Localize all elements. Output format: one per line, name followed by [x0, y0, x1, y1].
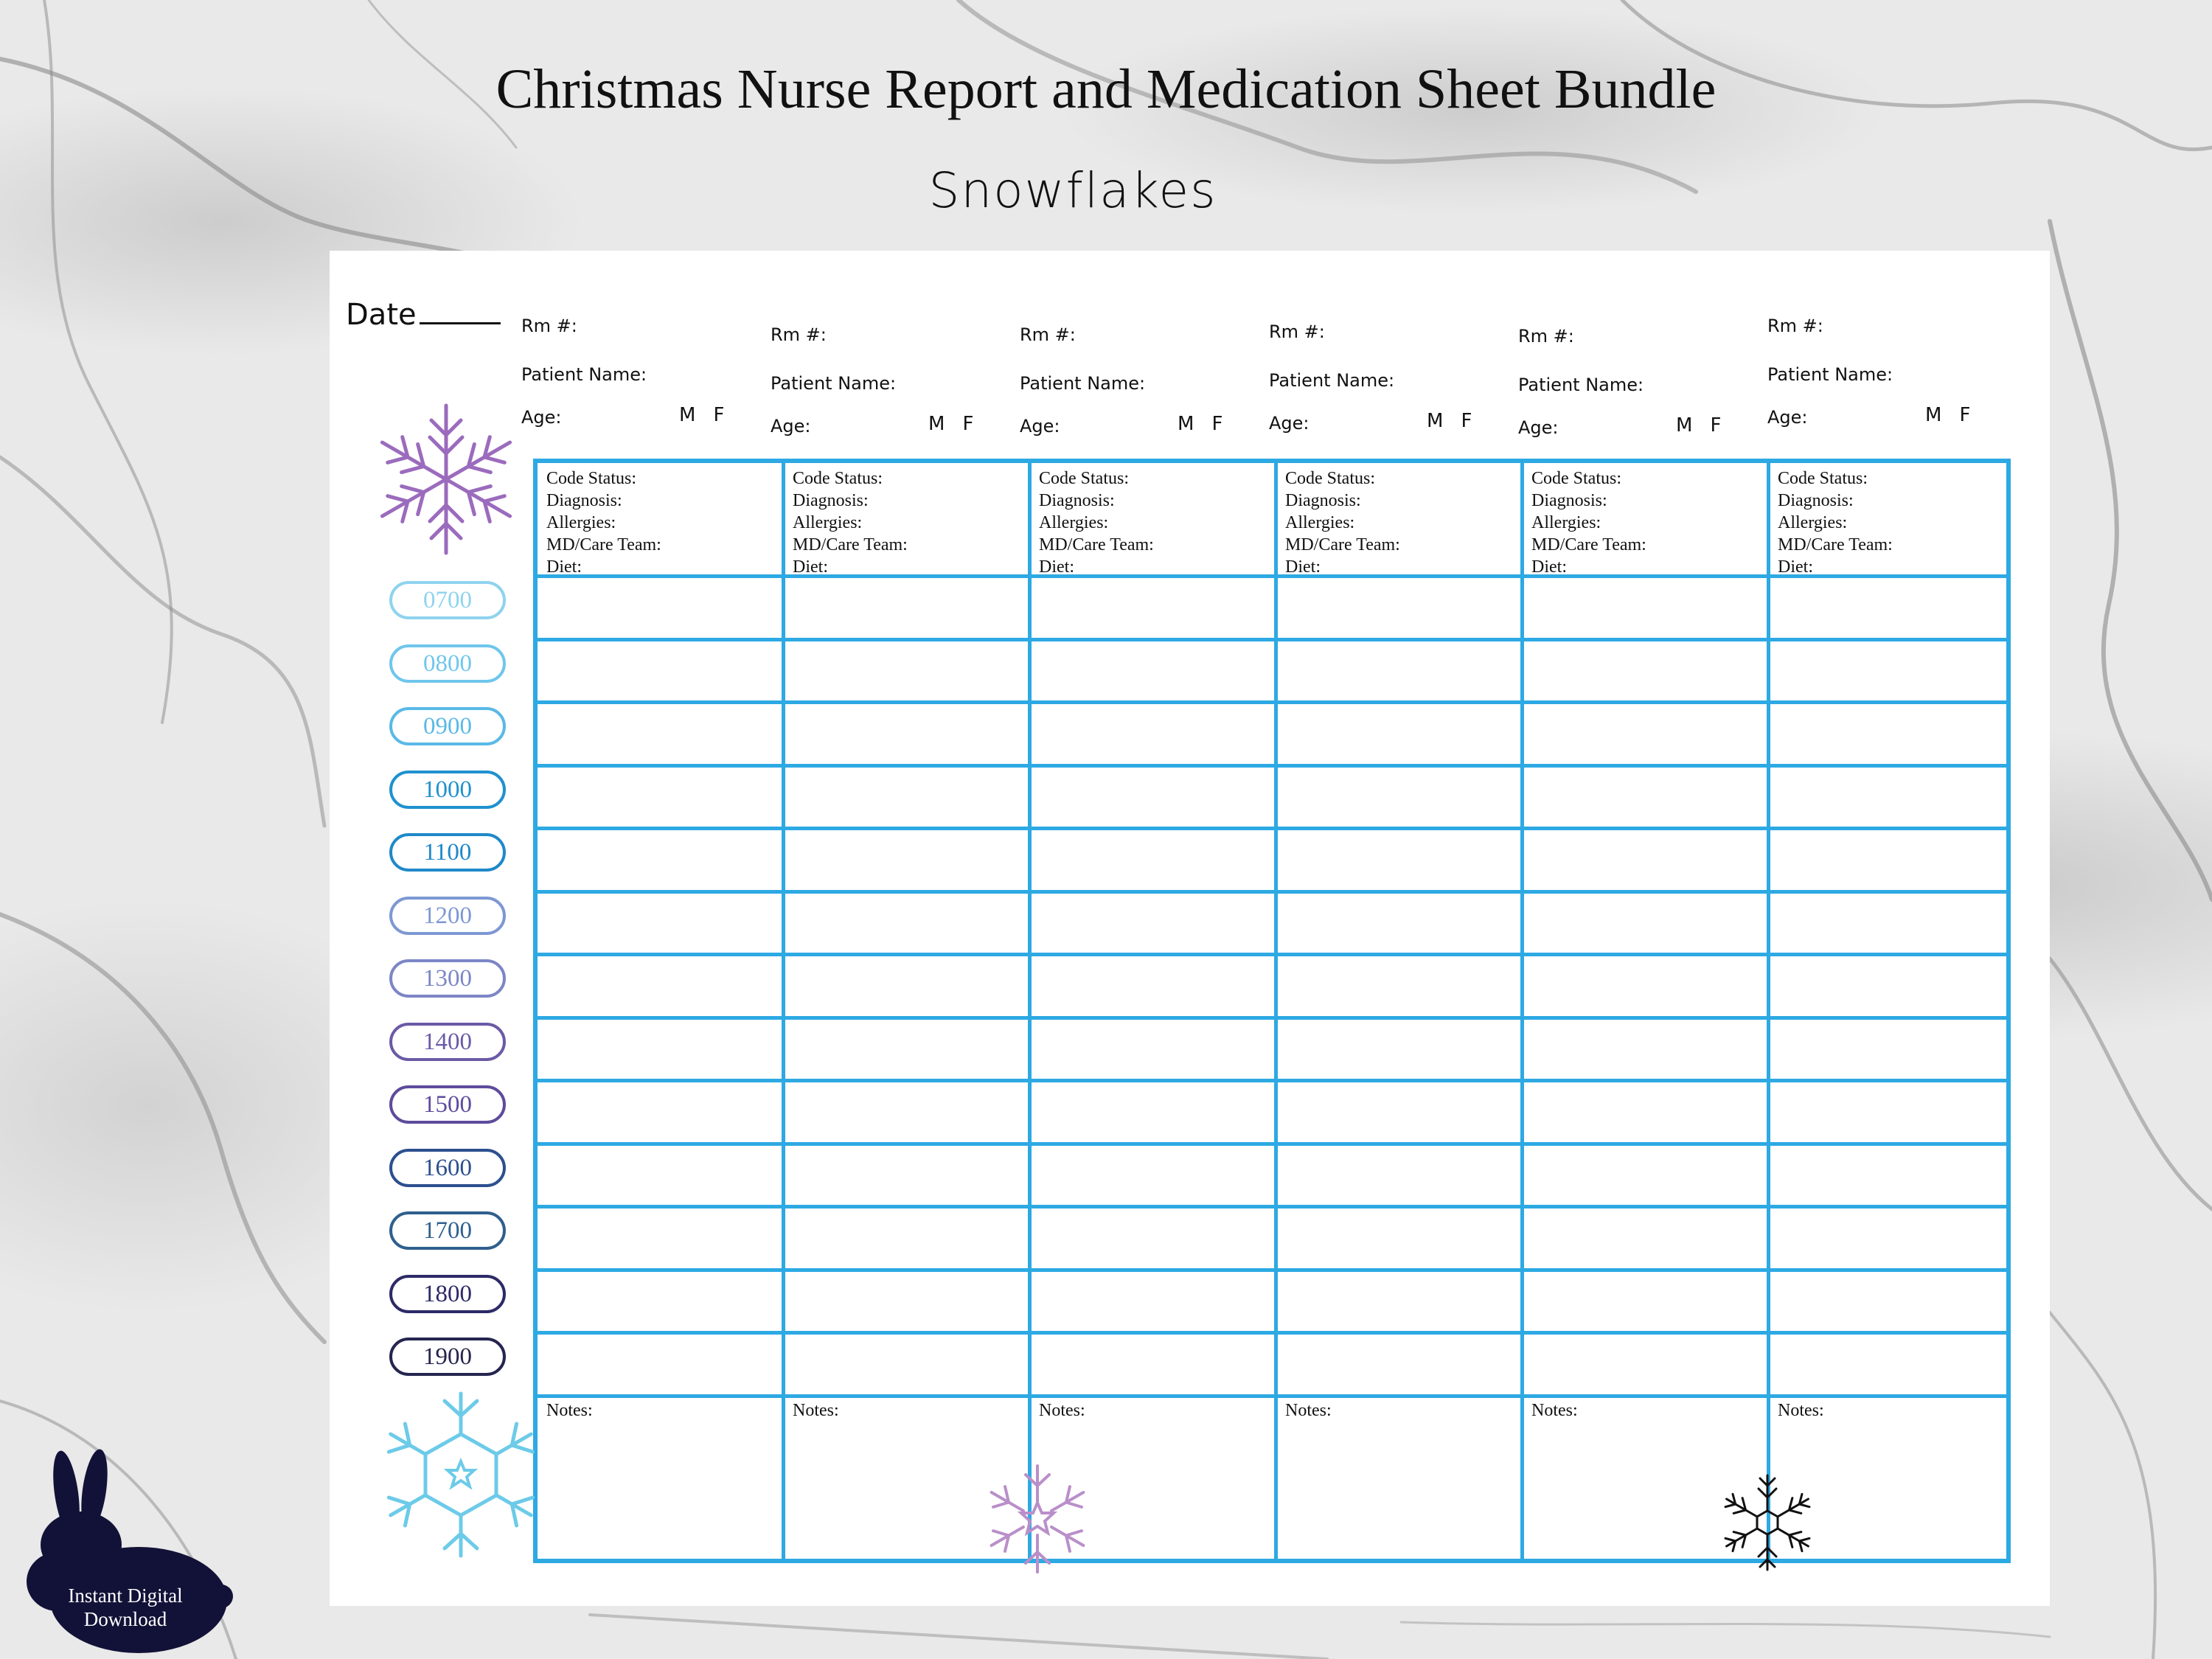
patient-name-label[interactable]: Patient Name: [1269, 370, 1395, 391]
time-slot-1200[interactable]: 1200 [389, 897, 506, 935]
medication-cell[interactable] [1526, 1083, 1766, 1141]
time-slot-0700[interactable]: 0700 [389, 581, 506, 619]
medication-cell[interactable] [1279, 642, 1520, 700]
medication-cell[interactable] [1526, 768, 1766, 827]
medication-cell[interactable] [1526, 1273, 1766, 1331]
row-divider [538, 1142, 2006, 1146]
medication-cell[interactable] [1526, 1147, 1766, 1205]
medication-cell[interactable] [1279, 579, 1520, 637]
notes-cell[interactable]: Notes: [793, 1400, 839, 1420]
time-slot-1500[interactable]: 1500 [389, 1085, 506, 1124]
medication-cell[interactable] [1279, 894, 1520, 953]
medication-cell[interactable] [1279, 705, 1520, 763]
info-line: MD/Care Team: [546, 535, 661, 554]
medication-cell[interactable] [540, 957, 781, 1015]
patient-info-cell[interactable] [1039, 467, 1154, 578]
medication-cell[interactable] [1033, 642, 1273, 700]
medication-cell[interactable] [1772, 1083, 2012, 1141]
medication-cell[interactable] [787, 1209, 1027, 1267]
info-line: MD/Care Team: [1039, 535, 1154, 554]
date-label[interactable]: Date [346, 298, 501, 332]
snowflake-icon [372, 1386, 549, 1563]
medication-cell[interactable] [1033, 957, 1273, 1015]
info-line: Diagnosis: [1778, 491, 1854, 510]
row-divider [538, 890, 2006, 894]
info-line: Code Status: [1531, 469, 1622, 488]
medication-cell[interactable] [1033, 579, 1273, 637]
room-label[interactable]: Rm #: [1020, 324, 1076, 345]
sex-options [1427, 410, 1472, 432]
room-label[interactable]: Rm #: [521, 316, 577, 336]
info-line: Allergies: [1778, 513, 1848, 532]
info-line: Code Status: [546, 469, 637, 488]
info-line: Diagnosis: [546, 491, 622, 510]
medication-cell[interactable] [1033, 1020, 1273, 1079]
sex-options [928, 413, 973, 435]
badge-line-1: Instant Digital [68, 1585, 183, 1607]
time-slot-1100[interactable]: 1100 [389, 833, 506, 872]
sex-options [1178, 413, 1222, 435]
info-line: Diagnosis: [1285, 491, 1361, 510]
age-label[interactable]: Age: [521, 407, 562, 428]
info-line: MD/Care Team: [1778, 535, 1893, 554]
medication-cell[interactable] [787, 705, 1027, 763]
medication-cell[interactable] [1526, 1209, 1766, 1267]
patient-info-cell[interactable] [1531, 467, 1646, 578]
info-line: Allergies: [546, 513, 616, 532]
snowflake-icon [978, 1460, 1096, 1578]
medication-cell[interactable] [540, 579, 781, 637]
medication-cell[interactable] [1033, 1147, 1273, 1205]
medication-cell[interactable] [1279, 1209, 1520, 1267]
medication-cell[interactable] [1033, 705, 1273, 763]
badge-line-2: Download [83, 1608, 167, 1630]
info-line: Diet: [1778, 557, 1813, 577]
medication-cell[interactable] [1279, 768, 1520, 827]
medication-cell[interactable] [540, 705, 781, 763]
medication-cell[interactable] [1033, 1083, 1273, 1141]
medication-cell[interactable] [1772, 1020, 2012, 1079]
medication-cell[interactable] [1279, 1083, 1520, 1141]
medication-cell[interactable] [1526, 957, 1766, 1015]
info-line: Code Status: [1285, 469, 1376, 488]
info-line: Allergies: [1531, 513, 1601, 532]
info-line: Allergies: [793, 513, 863, 532]
row-divider [538, 1268, 2006, 1272]
medication-cell[interactable] [1772, 579, 2012, 637]
medication-cell[interactable] [540, 642, 781, 700]
time-slot-1400[interactable]: 1400 [389, 1023, 506, 1061]
patient-info-cell[interactable] [793, 467, 908, 578]
notes-cell[interactable]: Notes: [1285, 1400, 1332, 1420]
medication-cell[interactable] [787, 1083, 1027, 1141]
room-label[interactable]: Rm #: [1269, 321, 1325, 342]
male-option[interactable]: M [1676, 414, 1693, 437]
patient-name-label[interactable]: Patient Name: [1767, 364, 1893, 385]
medication-cell[interactable] [1279, 831, 1520, 889]
male-option[interactable]: M [1427, 410, 1444, 432]
medication-cell[interactable] [540, 1335, 781, 1394]
time-slot-1300[interactable]: 1300 [389, 959, 506, 998]
info-line: Code Status: [1039, 469, 1130, 488]
medication-cell[interactable] [787, 1273, 1027, 1331]
medication-cell[interactable] [540, 1209, 781, 1267]
row-divider [538, 953, 2006, 956]
report-sheet [330, 251, 2050, 1606]
medication-cell[interactable] [1279, 1147, 1520, 1205]
male-option[interactable]: M [679, 404, 696, 426]
medication-cell[interactable] [1526, 642, 1766, 700]
medication-cell[interactable] [1033, 831, 1273, 889]
room-label[interactable]: Rm #: [1767, 316, 1823, 336]
medication-cell[interactable] [1033, 1209, 1273, 1267]
medication-cell[interactable] [1772, 894, 2012, 953]
info-line: MD/Care Team: [793, 535, 908, 554]
medication-cell[interactable] [1033, 768, 1273, 827]
medication-cell[interactable] [787, 579, 1027, 637]
info-line: Diet: [793, 557, 828, 577]
medication-cell[interactable] [787, 831, 1027, 889]
medication-cell[interactable] [1772, 768, 2012, 827]
time-slot-0800[interactable]: 0800 [389, 644, 506, 683]
patient-info-cell[interactable] [1778, 467, 1893, 578]
sex-options [1925, 404, 1970, 426]
medication-cell[interactable] [787, 768, 1027, 827]
time-slot-1600[interactable]: 1600 [389, 1149, 506, 1187]
page-title: Christmas Nurse Report and Medication Sheet Bundle [495, 58, 1717, 120]
medication-cell[interactable] [1526, 894, 1766, 953]
male-option[interactable]: M [928, 413, 945, 435]
medication-cell[interactable] [1772, 1209, 2012, 1267]
snowflake-icon [1716, 1471, 1819, 1574]
female-option[interactable]: F [713, 404, 725, 426]
row-divider [538, 1079, 2006, 1082]
female-option[interactable]: F [1710, 414, 1722, 437]
medication-cell[interactable] [540, 894, 781, 953]
info-line: MD/Care Team: [1531, 535, 1646, 554]
female-option[interactable]: F [1959, 404, 1971, 426]
female-option[interactable]: F [962, 413, 974, 435]
info-line: Code Status: [793, 469, 883, 488]
female-option[interactable]: F [1211, 413, 1223, 435]
patient-info-cell[interactable] [1285, 467, 1400, 578]
medication-cell[interactable] [1772, 1273, 2012, 1331]
medication-cell[interactable] [1033, 894, 1273, 953]
time-slot-1900[interactable]: 1900 [389, 1338, 506, 1376]
medication-cell[interactable] [1772, 705, 2012, 763]
medication-cell[interactable] [1526, 1335, 1766, 1394]
time-slot-1000[interactable]: 1000 [389, 771, 506, 809]
sex-options [1676, 414, 1721, 437]
female-option[interactable]: F [1461, 410, 1472, 432]
medication-cell[interactable] [1772, 1147, 2012, 1205]
sex-options [679, 404, 724, 426]
room-label[interactable]: Rm #: [1518, 326, 1574, 347]
medication-cell[interactable] [1772, 957, 2012, 1015]
time-slot-0900[interactable]: 0900 [389, 707, 506, 745]
row-divider [538, 1016, 2006, 1020]
age-label[interactable]: Age: [1767, 407, 1808, 428]
medication-cell[interactable] [787, 1147, 1027, 1205]
info-line: Diet: [1285, 557, 1321, 577]
row-divider [538, 700, 2006, 704]
patient-info-cell[interactable] [546, 467, 661, 578]
medication-cell[interactable] [1772, 1335, 2012, 1394]
instant-download-badge [44, 1584, 206, 1631]
report-grid [533, 459, 2011, 1563]
patient-name-label[interactable]: Patient Name: [1020, 373, 1146, 394]
info-line: Diet: [1039, 557, 1074, 577]
medication-cell[interactable] [540, 1020, 781, 1079]
row-divider [538, 827, 2006, 830]
notes-cell[interactable]: Notes: [1531, 1400, 1578, 1420]
male-option[interactable]: M [1925, 404, 1942, 426]
male-option[interactable]: M [1178, 413, 1194, 435]
medication-cell[interactable] [1526, 705, 1766, 763]
medication-cell[interactable] [540, 768, 781, 827]
medication-cell[interactable] [1772, 831, 2012, 889]
info-line: Diet: [546, 557, 582, 577]
row-divider [538, 1205, 2006, 1208]
info-line: Diagnosis: [793, 491, 869, 510]
info-line: Allergies: [1285, 513, 1355, 532]
age-label[interactable]: Age: [1518, 417, 1559, 438]
info-line: MD/Care Team: [1285, 535, 1400, 554]
medication-cell[interactable] [1526, 579, 1766, 637]
medication-cell[interactable] [540, 1273, 781, 1331]
info-line: Diagnosis: [1039, 491, 1115, 510]
time-slot-1800[interactable]: 1800 [389, 1275, 506, 1313]
medication-cell[interactable] [1033, 1273, 1273, 1331]
medication-cell[interactable] [1526, 831, 1766, 889]
info-line: Diet: [1531, 557, 1567, 577]
patient-name-label[interactable]: Patient Name: [771, 373, 897, 394]
medication-cell[interactable] [787, 1335, 1027, 1394]
notes-cell[interactable]: Notes: [1778, 1400, 1824, 1420]
notes-cell[interactable]: Notes: [546, 1400, 593, 1420]
info-line: Allergies: [1039, 513, 1109, 532]
medication-cell[interactable] [540, 831, 781, 889]
notes-cell[interactable]: Notes: [1039, 1400, 1085, 1420]
medication-cell[interactable] [1279, 1020, 1520, 1079]
medication-cell[interactable] [540, 1147, 781, 1205]
patient-name-label[interactable]: Patient Name: [521, 364, 647, 385]
medication-cell[interactable] [1772, 642, 2012, 700]
snowflake-icon [365, 398, 527, 560]
info-line: Code Status: [1778, 469, 1868, 488]
medication-cell[interactable] [540, 1083, 781, 1141]
info-line: Diagnosis: [1531, 491, 1607, 510]
medication-cell[interactable] [1279, 1335, 1520, 1394]
medication-cell[interactable] [787, 894, 1027, 953]
time-slot-1700[interactable]: 1700 [389, 1211, 506, 1250]
medication-cell[interactable] [1033, 1335, 1273, 1394]
medication-cell[interactable] [787, 1020, 1027, 1079]
row-divider [538, 764, 2006, 768]
page-subtitle: Snowflakes [928, 162, 1217, 219]
medication-cell[interactable] [787, 957, 1027, 1015]
age-label[interactable]: Age: [1020, 416, 1060, 437]
row-divider [538, 1394, 2006, 1398]
medication-cell[interactable] [1279, 1273, 1520, 1331]
row-divider [538, 638, 2006, 641]
medication-cell[interactable] [1526, 1020, 1766, 1079]
row-divider [538, 1331, 2006, 1335]
room-label[interactable]: Rm #: [771, 324, 827, 345]
age-label[interactable]: Age: [1269, 413, 1310, 434]
medication-cell[interactable] [787, 642, 1027, 700]
medication-cell[interactable] [1279, 957, 1520, 1015]
age-label[interactable]: Age: [771, 416, 811, 437]
patient-name-label[interactable]: Patient Name: [1518, 375, 1644, 395]
